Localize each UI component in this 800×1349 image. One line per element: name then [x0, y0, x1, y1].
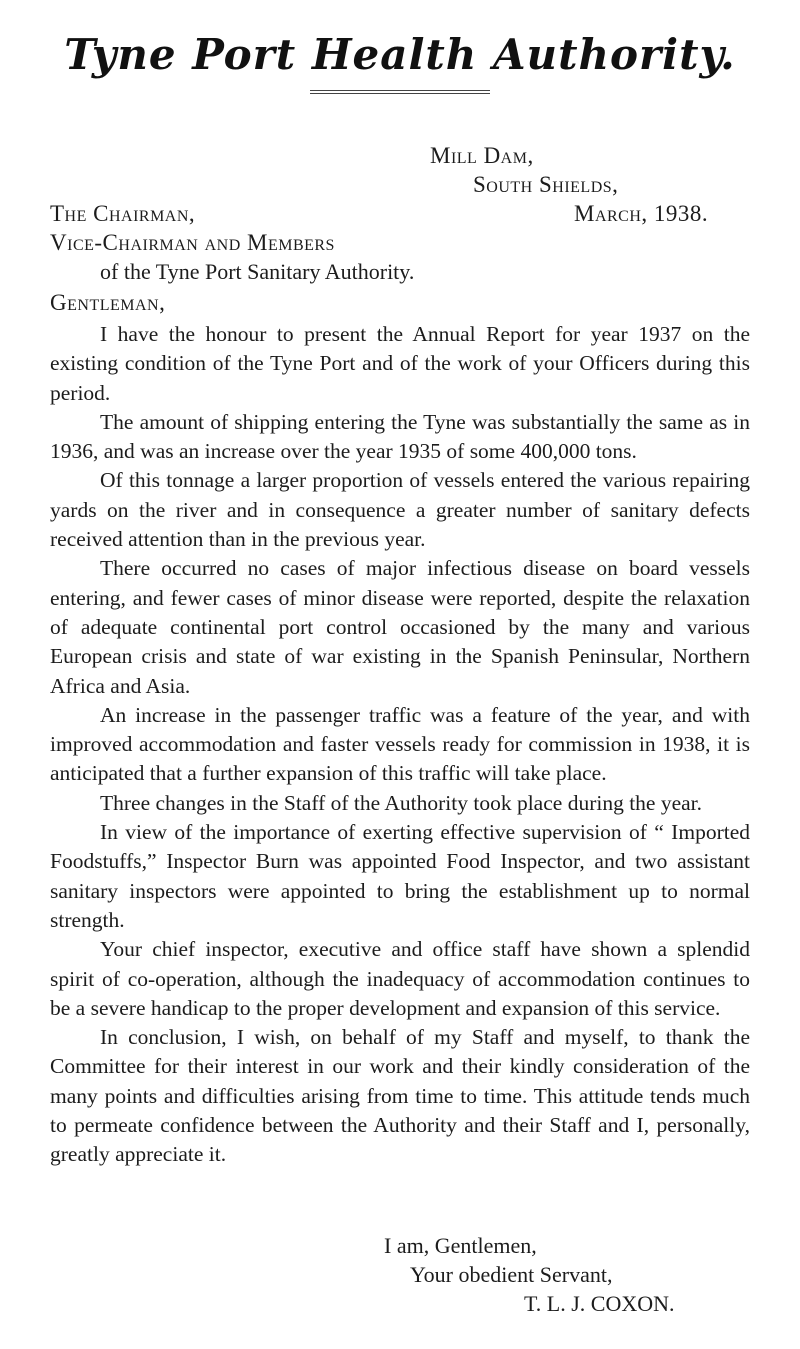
address-line-1: Mill Dam, — [430, 143, 534, 168]
letter-body — [50, 320, 750, 1170]
body-paragraph: Three changes in the Staff of the Authority took place during the year. — [100, 790, 703, 815]
body-paragraph: In conclusion, I wish, on behalf of my Staff and myself, to thank the Committee for their interest in our work and their kindly consideration of the many points and difficulties arising from time to time. This attitude tends much to permeate confidence between the Authority and their Staff and I, personally, greatly appreciate it. — [50, 1025, 750, 1167]
masthead-divider-top — [310, 90, 490, 91]
masthead-divider-bottom — [310, 93, 490, 94]
body-paragraph: The amount of shipping entering the Tyne was substantially the same as in 1936, and was an increase over the year 1935 of some 400,000 tons. — [50, 409, 750, 464]
addressee-line-2: Vice-Chairman and Members — [50, 230, 335, 255]
body-paragraph: An increase in the passenger traffic was a feature of the year, and with improved accommodation and faster vessels ready for commission in 1938, it is anticipated that a further expansion of this traffic will take place. — [50, 702, 750, 786]
signature: T. L. J. COXON. — [524, 1291, 675, 1316]
addressee-line-3: of the Tyne Port Sanitary Authority. — [100, 259, 415, 284]
body-paragraph: There occurred no cases of major infectious disease on board vessels entering, and fewer cases of minor disease were reported, despite the relaxation of adequate continental port control occasioned by the many and various European crisis and state of war existing in the Spanish Peninsular, Northern Africa and Asia. — [50, 556, 750, 698]
body-paragraph: Of this tonnage a larger proportion of vessels entered the various repairing yards on the river and in consequence a greater number of sanitary defects received attention than in the previous year. — [50, 468, 750, 552]
body-paragraph: In view of the importance of exerting effective supervision of “ Imported Foodstuffs,” Inspector Burn was appointed Food Inspector, and two assistant sanitary inspectors were appointed to bring the establishment up to normal strength. — [50, 820, 750, 932]
body-paragraph: Your chief inspector, executive and office staff have shown a splendid spirit of co-operation, although the inadequacy of accommodation continues to be a severe handicap to the proper development and expansion of this service. — [50, 937, 750, 1020]
greeting: Gentleman, — [50, 290, 166, 315]
closing-line-1: I am, Gentlemen, — [384, 1233, 537, 1258]
address-line-2: South Shields, — [473, 172, 619, 197]
closing-line-2: Your obedient Servant, — [410, 1262, 613, 1287]
masthead-title: Tyne Port Health Authority. — [64, 30, 736, 79]
addressee-line-1: The Chairman, — [50, 201, 196, 226]
letter-date: March, 1938. — [574, 201, 709, 226]
body-paragraph: I have the honour to present the Annual Report for year 1937 on the existing condition of the Tyne Port and of the work of your Officers during this period. — [50, 322, 750, 405]
